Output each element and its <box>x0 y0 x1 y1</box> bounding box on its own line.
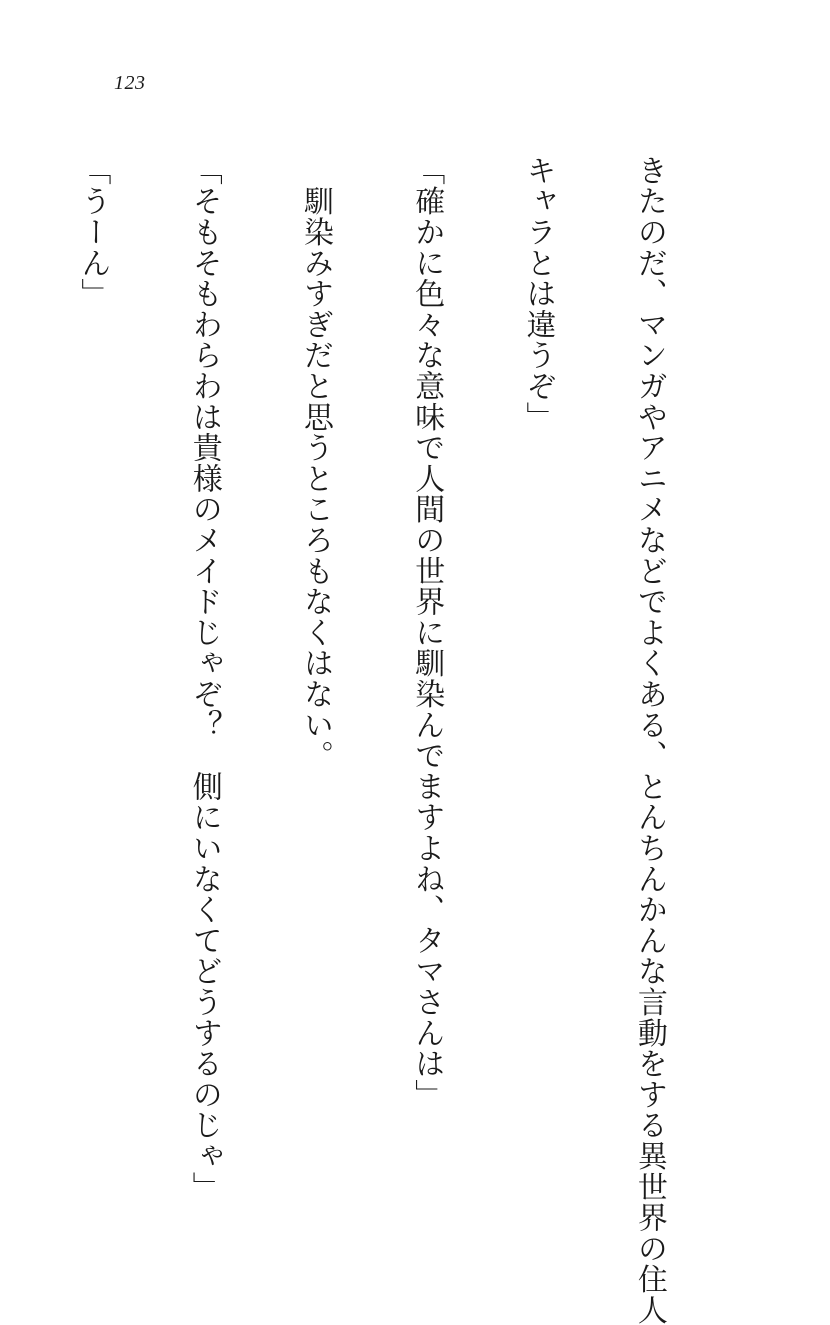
novel-body-text <box>0 155 742 1110</box>
text-line: きたのだ、マンガやアニメなどでよくある、とんちんかんな言動をする異世界の住人 <box>631 155 668 1110</box>
text-line: 「うーん」 <box>74 155 111 1110</box>
text-line: キャラとは違うぞ」 <box>519 155 556 1110</box>
text-line: 馴染みすぎだと思うところもなくはない。 <box>297 155 334 1110</box>
text-line: 「確かに色々な意味で人間の世界に馴染んでますよね、タマさんは」 <box>408 155 445 1110</box>
page-number: 123 <box>114 72 146 95</box>
text-line: 「そもそもわらわは貴様のメイドじゃぞ？ 側にいなくてどうするのじゃ」 <box>186 155 223 1110</box>
